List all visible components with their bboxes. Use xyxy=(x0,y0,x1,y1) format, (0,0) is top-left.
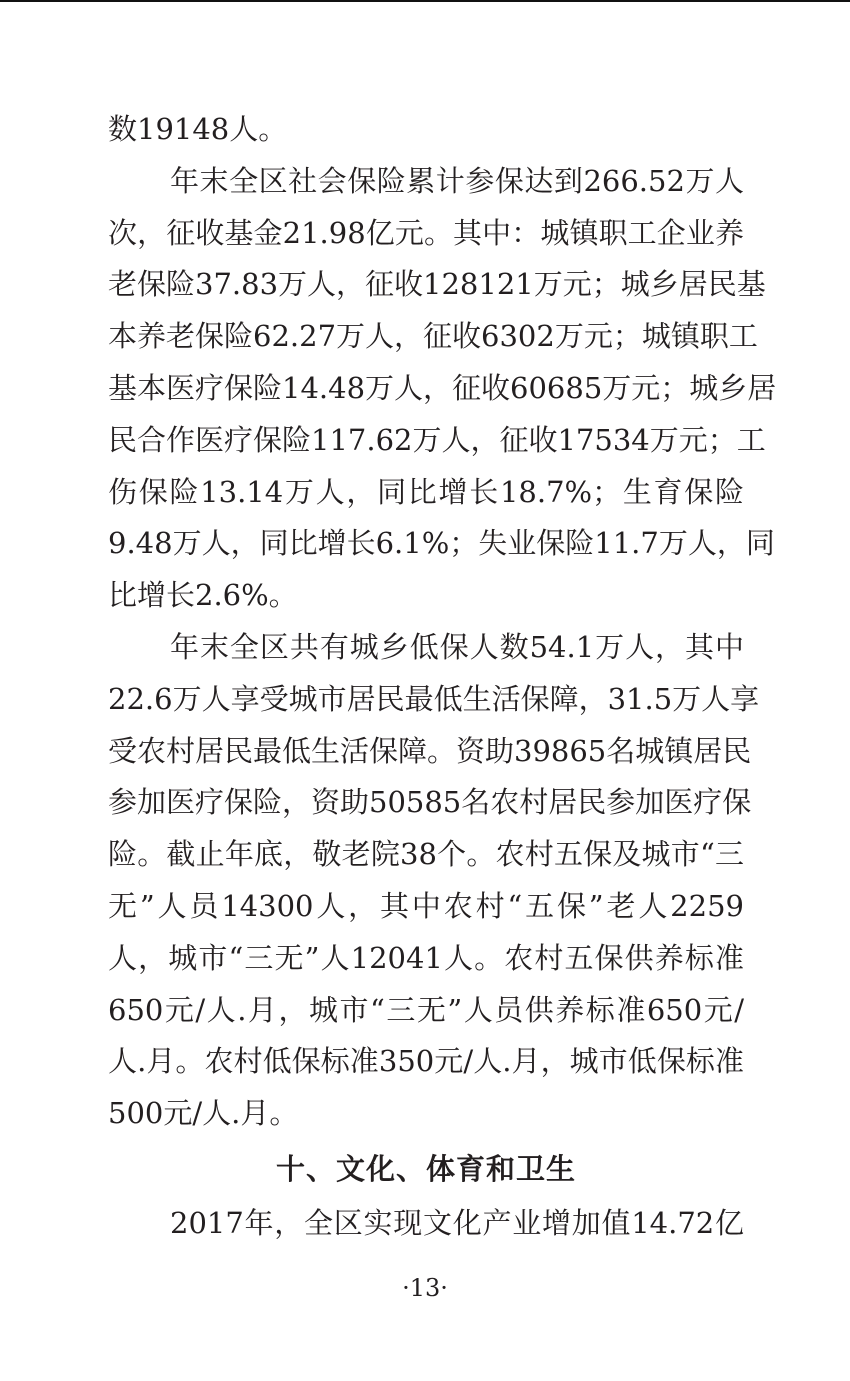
page-number: ·13· xyxy=(402,1274,448,1302)
paragraph-line: 民合作医疗保险117.62万人，征收17534万元；工 xyxy=(108,422,766,457)
top-border-line xyxy=(0,0,850,2)
paragraph-line: 老保险37.83万人，征收128121万元；城乡居民基 xyxy=(108,267,766,302)
paragraph-line: 数19148人。 xyxy=(108,112,288,146)
paragraph-line: 年末全区共有城乡低保人数54.1万人，其中 xyxy=(170,629,744,664)
paragraph-line: 22.6万人享受城市居民最低生活保障，31.5万人享 xyxy=(108,681,760,716)
page-body xyxy=(108,104,777,1250)
paragraph-line: 次，征收基金21.98亿元。其中：城镇职工企业养 xyxy=(108,215,744,250)
paragraph-line: 参加医疗保险，资助50585名农村居民参加医疗保 xyxy=(108,785,752,820)
paragraph-line: 9.48万人，同比增长6.1%；失业保险11.7万人，同 xyxy=(108,526,775,561)
paragraph-line: 受农村居民最低生活保障。资助39865名城镇居民 xyxy=(108,733,752,768)
paragraph-line: 伤保险13.14万人，同比增长18.7%；生育保险 xyxy=(108,474,744,509)
carryover-paragraph xyxy=(108,104,744,156)
paragraph-line: 2017年，全区实现文化产业增加值14.72亿 xyxy=(170,1205,744,1240)
minimum-living-paragraph xyxy=(108,622,760,1140)
section-heading: 十、文化、体育和卫生 xyxy=(275,1151,576,1186)
paragraph-line: 500元/人.月。 xyxy=(108,1096,299,1131)
paragraph-line: 无”人员14300人，其中农村“五保”老人2259 xyxy=(108,888,744,923)
culture-paragraph xyxy=(108,1198,744,1250)
social-insurance-paragraph xyxy=(108,156,777,622)
paragraph-line: 险。截止年底，敬老院38个。农村五保及城市“三 xyxy=(108,837,744,872)
paragraph-line: 比增长2.6%。 xyxy=(108,578,298,613)
paragraph-line: 650元/人.月，城市“三无”人员供养标准650元/ xyxy=(108,992,744,1027)
paragraph-line: 基本医疗保险14.48万人，征收60685万元；城乡居 xyxy=(108,370,777,405)
paragraph-line: 年末全区社会保险累计参保达到266.52万人 xyxy=(170,163,744,198)
paragraph-line: 本养老保险62.27万人，征收6302万元；城镇职工 xyxy=(108,319,758,354)
paragraph-line: 人，城市“三无”人12041人。农村五保供养标准 xyxy=(108,940,744,975)
paragraph-line: 人.月。农村低保标准350元/人.月，城市低保标准 xyxy=(108,1044,744,1079)
